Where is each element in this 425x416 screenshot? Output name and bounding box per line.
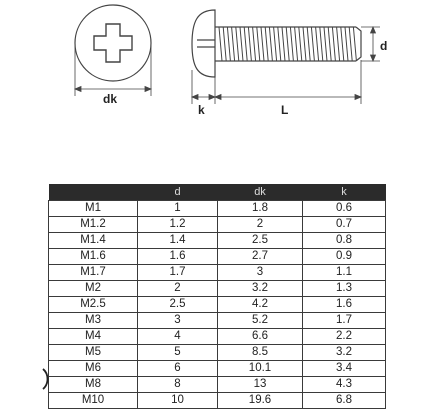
cell-dk: 13 bbox=[218, 377, 303, 393]
cell-size: M1.2 bbox=[49, 217, 138, 233]
cell-size: M8 bbox=[49, 377, 138, 393]
d-label: d bbox=[380, 39, 388, 53]
cell-d: 4 bbox=[138, 329, 218, 345]
cell-d: 1 bbox=[138, 201, 218, 217]
cell-k: 1.7 bbox=[303, 313, 386, 329]
cell-size: M1.6 bbox=[49, 249, 138, 265]
cell-k: 0.7 bbox=[303, 217, 386, 233]
cell-size: M1.7 bbox=[49, 265, 138, 281]
cell-k: 0.9 bbox=[303, 249, 386, 265]
table-row bbox=[49, 393, 386, 409]
cell-k: 0.6 bbox=[303, 201, 386, 217]
table-header-row bbox=[49, 184, 386, 201]
table-body bbox=[49, 201, 386, 409]
cell-dk: 8.5 bbox=[218, 345, 303, 361]
table-row bbox=[49, 361, 386, 377]
cell-k: 1.6 bbox=[303, 297, 386, 313]
screw-drawing bbox=[0, 0, 425, 180]
phillips-cross-recess bbox=[94, 24, 132, 62]
cell-dk: 2.7 bbox=[218, 249, 303, 265]
cell-k: 4.3 bbox=[303, 377, 386, 393]
cell-d: 1.4 bbox=[138, 233, 218, 249]
header-dk: dk bbox=[218, 184, 303, 201]
table-row bbox=[49, 201, 386, 217]
edge-bracket-mark bbox=[41, 368, 51, 390]
cell-k: 3.2 bbox=[303, 345, 386, 361]
cell-k: 1.1 bbox=[303, 265, 386, 281]
cell-d: 5 bbox=[138, 345, 218, 361]
dk-label: dk bbox=[103, 92, 118, 106]
d-dimension-line bbox=[361, 27, 380, 61]
cell-size: M10 bbox=[49, 393, 138, 409]
cell-d: 10 bbox=[138, 393, 218, 409]
cell-k: 1.3 bbox=[303, 281, 386, 297]
screw-thread bbox=[219, 27, 356, 61]
cell-size: M1 bbox=[49, 201, 138, 217]
cell-dk: 3.2 bbox=[218, 281, 303, 297]
screw-spec-table bbox=[48, 184, 386, 409]
cell-k: 3.4 bbox=[303, 361, 386, 377]
cell-dk: 10.1 bbox=[218, 361, 303, 377]
cell-dk: 6.6 bbox=[218, 329, 303, 345]
table-row bbox=[49, 265, 386, 281]
k-label: k bbox=[198, 103, 205, 117]
L-label: L bbox=[281, 103, 289, 117]
screw-head-top-view bbox=[75, 5, 151, 81]
table-row bbox=[49, 249, 386, 265]
table-row bbox=[49, 217, 386, 233]
cell-d: 1.2 bbox=[138, 217, 218, 233]
cell-k: 2.2 bbox=[303, 329, 386, 345]
cell-size: M1.4 bbox=[49, 233, 138, 249]
cell-d: 1.7 bbox=[138, 265, 218, 281]
cell-size: M3 bbox=[49, 313, 138, 329]
cell-k: 0.8 bbox=[303, 233, 386, 249]
cell-dk: 1.8 bbox=[218, 201, 303, 217]
k-L-dimension-lines bbox=[192, 60, 361, 104]
table-row bbox=[49, 281, 386, 297]
header-d: d bbox=[138, 184, 218, 201]
header-k: k bbox=[303, 184, 386, 201]
cell-dk: 4.2 bbox=[218, 297, 303, 313]
cell-dk: 2.5 bbox=[218, 233, 303, 249]
cell-d: 6 bbox=[138, 361, 218, 377]
table-row bbox=[49, 297, 386, 313]
table-row bbox=[49, 345, 386, 361]
cell-size: M2 bbox=[49, 281, 138, 297]
table-row bbox=[49, 233, 386, 249]
cell-size: M4 bbox=[49, 329, 138, 345]
cell-k: 6.8 bbox=[303, 393, 386, 409]
cell-d: 2 bbox=[138, 281, 218, 297]
cell-dk: 5.2 bbox=[218, 313, 303, 329]
cell-size: M2.5 bbox=[49, 297, 138, 313]
cell-d: 3 bbox=[138, 313, 218, 329]
cell-dk: 3 bbox=[218, 265, 303, 281]
table-row bbox=[49, 377, 386, 393]
cell-d: 2.5 bbox=[138, 297, 218, 313]
header-size bbox=[49, 184, 138, 201]
cell-size: M6 bbox=[49, 361, 138, 377]
cell-size: M5 bbox=[49, 345, 138, 361]
table-row bbox=[49, 313, 386, 329]
cell-d: 8 bbox=[138, 377, 218, 393]
cell-dk: 19.6 bbox=[218, 393, 303, 409]
cell-dk: 2 bbox=[218, 217, 303, 233]
cell-d: 1.6 bbox=[138, 249, 218, 265]
table-row bbox=[49, 329, 386, 345]
screw-side-view bbox=[192, 10, 361, 77]
